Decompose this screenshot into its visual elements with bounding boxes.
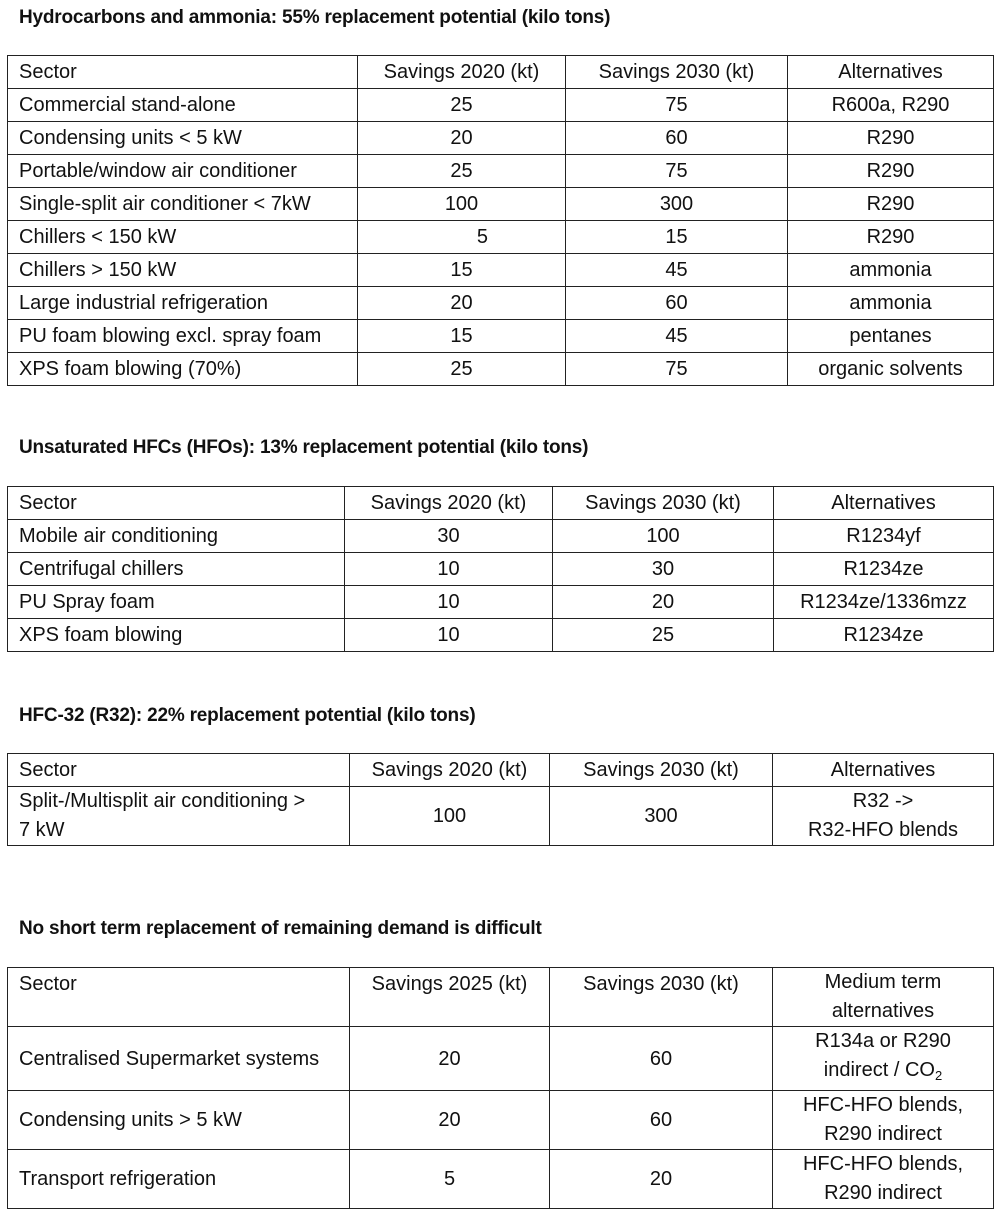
table-row [8,586,994,619]
cell-alt-line1: R134a or R290 [815,1030,951,1052]
header-savings-2030: Savings 2030 (kt) [566,56,788,89]
cell-savings-2030: 20 [553,586,774,619]
table-row [8,787,994,846]
cell-alt-line1: HFC-HFO blends, [802,1094,964,1116]
cell-savings-2030: 60 [550,1091,773,1150]
cell-sector: Chillers < 150 kW [8,221,358,254]
hfc32-table [7,753,994,846]
header-line1: Medium term [824,971,942,993]
header-savings-2030: Savings 2030 (kt) [550,754,773,787]
cell-alt-line1: HFC-HFO blends, [802,1153,964,1175]
cell-sector: Centralised Supermarket systems [8,1027,350,1091]
cell-alternatives: ammonia [788,287,994,320]
cell-sector: Chillers > 150 kW [8,254,358,287]
cell-savings-2020: 10 [345,586,553,619]
header-savings-2030: Savings 2030 (kt) [550,968,773,1027]
header-alternatives: Alternatives [788,56,994,89]
table-row [8,221,994,254]
cell-alternatives: R290 [788,221,994,254]
cell-sector-line1: Split-/Multisplit air conditioning > [19,790,306,812]
table-row [8,155,994,188]
table-row [8,1150,994,1209]
co2-subscript: 2 [934,1068,943,1083]
table-header-row [8,487,994,520]
table-row [8,1027,994,1091]
cell-savings-2020: 15 [358,320,566,353]
cell-alternatives: R290 [788,188,994,221]
cell-savings-2030: 45 [566,254,788,287]
cell-sector: Centrifugal chillers [8,553,345,586]
table-row [8,254,994,287]
cell-savings-2020: 100 [358,188,566,221]
header-medium-term-alternatives [773,968,994,1027]
cell-alternatives: R1234ze/1336mzz [774,586,994,619]
header-savings-2020: Savings 2020 (kt) [358,56,566,89]
cell-savings-2030: 75 [566,89,788,122]
cell-alt-line2: R290 indirect [824,1182,942,1204]
cell-savings-2030: 15 [566,221,788,254]
hfos-table [7,486,994,652]
header-sector: Sector [8,968,350,1027]
cell-savings-2020: 25 [358,353,566,386]
cell-alternatives [773,1091,994,1150]
cell-sector: PU Spray foam [8,586,345,619]
cell-alternatives: organic solvents [788,353,994,386]
cell-savings-2030: 20 [550,1150,773,1209]
cell-savings-2030: 300 [550,787,773,846]
cell-sector: XPS foam blowing [8,619,345,652]
cell-savings-2030: 75 [566,155,788,188]
cell-sector: Portable/window air conditioner [8,155,358,188]
header-line2: alternatives [831,1000,935,1022]
table-row [8,287,994,320]
remaining-demand-table [7,967,994,1209]
cell-sector: Condensing units > 5 kW [8,1091,350,1150]
cell-alternatives [773,1150,994,1209]
table-row [8,122,994,155]
section-title-remaining-demand: No short term replacement of remaining demand is difficult [19,918,542,939]
table-row [8,89,994,122]
cell-savings-2025: 20 [350,1091,550,1150]
table-row [8,353,994,386]
cell-sector: Mobile air conditioning [8,520,345,553]
cell-savings-2030: 60 [566,122,788,155]
cell-savings-2030: 45 [566,320,788,353]
header-alternatives: Alternatives [773,754,994,787]
section-title-hfos: Unsaturated HFCs (HFOs): 13% replacement potential (kilo tons) [19,437,589,458]
cell-savings-2025: 5 [350,1150,550,1209]
table-row [8,1091,994,1150]
header-savings-2030: Savings 2030 (kt) [553,487,774,520]
cell-alternatives: pentanes [788,320,994,353]
header-sector: Sector [8,487,345,520]
cell-savings-2020: 20 [358,122,566,155]
section-title-hfc32: HFC-32 (R32): 22% replacement potential (kilo tons) [19,705,476,726]
cell-alt-line2: R290 indirect [824,1123,942,1145]
header-sector: Sector [8,56,358,89]
table-row [8,553,994,586]
cell-sector: Transport refrigeration [8,1150,350,1209]
header-alternatives: Alternatives [774,487,994,520]
cell-sector: Large industrial refrigeration [8,287,358,320]
cell-alternatives: R1234yf [774,520,994,553]
cell-savings-2030: 30 [553,553,774,586]
cell-savings-2030: 100 [553,520,774,553]
cell-savings-2030: 60 [566,287,788,320]
cell-sector: Commercial stand-alone [8,89,358,122]
table-header-row [8,968,994,1027]
table-row [8,619,994,652]
cell-sector: Single-split air conditioner < 7kW [8,188,358,221]
cell-alt-line2 [784,1056,982,1090]
section-title-hydrocarbons: Hydrocarbons and ammonia: 55% replacement potential (kilo tons) [19,7,611,28]
table-row [8,320,994,353]
cell-savings-2020: 25 [358,155,566,188]
cell-sector [8,787,350,846]
cell-alt-line1: R32 -> [852,790,914,812]
cell-alternatives: ammonia [788,254,994,287]
cell-savings-2020: 20 [358,287,566,320]
cell-alternatives: R600a, R290 [788,89,994,122]
cell-alternatives: R290 [788,122,994,155]
cell-alternatives: R290 [788,155,994,188]
cell-sector: Condensing units < 5 kW [8,122,358,155]
cell-alt-line2: R32-HFO blends [807,819,959,841]
cell-savings-2030: 60 [550,1027,773,1091]
cell-savings-2020: 10 [345,619,553,652]
header-sector: Sector [8,754,350,787]
cell-alternatives: R1234ze [774,553,994,586]
cell-sector: XPS foam blowing (70%) [8,353,358,386]
header-savings-2025: Savings 2025 (kt) [350,968,550,1027]
table-row [8,188,994,221]
cell-savings-2030: 300 [566,188,788,221]
cell-savings-2020: 10 [345,553,553,586]
table-header-row [8,56,994,89]
cell-savings-2020: 30 [345,520,553,553]
header-savings-2020: Savings 2020 (kt) [350,754,550,787]
cell-savings-2020: 25 [358,89,566,122]
cell-savings-2020: 5 [358,221,566,254]
header-savings-2020: Savings 2020 (kt) [345,487,553,520]
cell-sector: PU foam blowing excl. spray foam [8,320,358,353]
table-header-row [8,754,994,787]
cell-alt-line2-text: indirect / CO [823,1059,935,1081]
cell-alternatives: R1234ze [774,619,994,652]
cell-sector-line2: 7 kW [19,819,65,841]
cell-alternatives [773,787,994,846]
cell-savings-2030: 25 [553,619,774,652]
hydrocarbons-table [7,55,994,386]
cell-savings-2020: 100 [350,787,550,846]
cell-alternatives [773,1027,994,1091]
cell-savings-2030: 75 [566,353,788,386]
cell-savings-2025: 20 [350,1027,550,1091]
table-row [8,520,994,553]
cell-savings-2020: 15 [358,254,566,287]
